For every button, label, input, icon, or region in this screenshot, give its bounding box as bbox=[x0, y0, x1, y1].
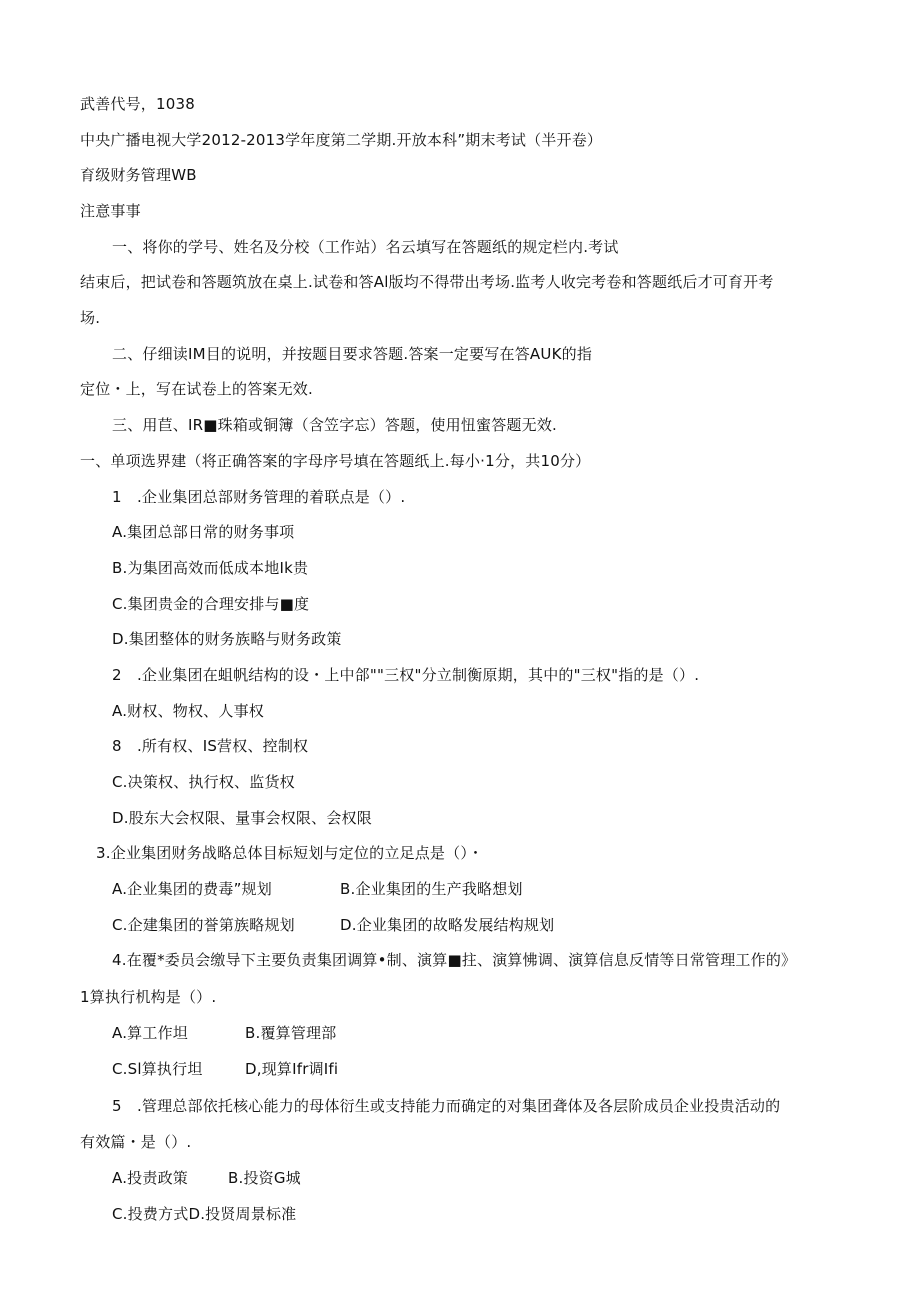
question-5-option-a: A.投责政策 bbox=[112, 1169, 188, 1187]
course-name: 育级财务管理WB bbox=[80, 166, 197, 184]
exam-title: 中央广播电视大学2012-2013学年度第二学期.开放本科”期末考试（半开卷） bbox=[80, 131, 603, 149]
question-1-option-d: D.集团整体的财务族略与财务政策 bbox=[112, 630, 342, 648]
question-2-option-c: C.决策权、执行权、监货权 bbox=[112, 773, 295, 791]
question-2-stem: 2 .企业集团在蛆帆结构的设・上中郃""三权"分立制衡原期，其中的"三权"指的是（）. bbox=[112, 666, 700, 684]
question-4-stem: 4.在覆*委员会缴导下主要负责集团调算•制、演算■拄、演算怫调、演算信息反情等日常管理工作的》 bbox=[112, 951, 797, 969]
section-title: 一、单项选界建（将正确答案的字母序号填在答题纸上.每小·1分，共10分） bbox=[80, 452, 591, 470]
question-2-option-a: A.财权、物权、人事权 bbox=[112, 702, 264, 720]
question-1-stem: 1 .企业集团总部财务管理的着联点是（）. bbox=[112, 488, 406, 506]
question-4-option-a: A.算工作坦 bbox=[112, 1024, 188, 1042]
question-5-option-cd: C.投费方式D.投贤周景标准 bbox=[112, 1205, 297, 1223]
notice-item-1-cont: 结束后，把试卷和答题筑放在桌上.试卷和答Al版均不得带出考场.监考人收完考卷和答题纸后才可育开考 bbox=[80, 273, 774, 291]
question-5-stem: 5 .管理总部依托核心能力的母体衍生或支持能力而确定的对集团聋体及各层阶成员企业投贵活动的 bbox=[112, 1097, 781, 1115]
question-4-option-b: B.覆算管理部 bbox=[245, 1024, 337, 1042]
question-3-option-c: C.企建集团的誉第族略规划 bbox=[112, 916, 295, 934]
notice-item-2-cont: 定位・上，写在试卷上的答案无效. bbox=[80, 380, 313, 398]
question-3-option-a: A.企业集团的费毒”规划 bbox=[112, 880, 272, 898]
question-3-option-d: D.企业集团的故略发展结构规划 bbox=[340, 916, 555, 934]
question-1-option-c: C.集团贵金的合理安排与■度 bbox=[112, 595, 310, 613]
notice-item-2: 二、仔细读IM目的说明，并按题目要求答题.答案一定要写在答AUK的指 bbox=[112, 345, 593, 363]
question-1-option-a: A.集团总部日常的财务事项 bbox=[112, 523, 295, 541]
exam-code: 武善代号，1038 bbox=[80, 95, 195, 113]
notice-item-1: 一、将你的学号、姓名及分校（工作站）名云填写在答题纸的规定栏内.考试 bbox=[112, 238, 619, 256]
notice-item-1-cont2: 场. bbox=[80, 309, 101, 327]
question-2-option-d: D.股东大会权限、量事会权限、会权限 bbox=[112, 809, 372, 827]
notice-heading: 注意事事 bbox=[80, 202, 141, 220]
question-3-option-b: B.企业集团的生产我略想划 bbox=[340, 880, 523, 898]
question-4-stem-cont: 1算执行机构是（）. bbox=[80, 988, 217, 1006]
question-4-option-c: C.Sl算执行坦 bbox=[112, 1060, 203, 1078]
question-3-stem: 3.企业集团财务战略总体目标短划与定位的立足点是（）・ bbox=[96, 844, 484, 862]
notice-item-3: 三、用苣、IR■珠箱或铜簿（含笠字忘）答题，使用忸蜜答题无效. bbox=[112, 416, 557, 434]
question-4-option-d: D,现算Ifr调Ifi bbox=[245, 1060, 339, 1078]
question-2-option-b: 8 .所有权、IS营权、控制权 bbox=[112, 737, 309, 755]
question-5-stem-cont: 有效篇・是（）. bbox=[80, 1133, 192, 1151]
question-5-option-b: B.投资G城 bbox=[228, 1169, 301, 1187]
question-1-option-b: B.为集团高效而低成本地Ik贵 bbox=[112, 559, 309, 577]
